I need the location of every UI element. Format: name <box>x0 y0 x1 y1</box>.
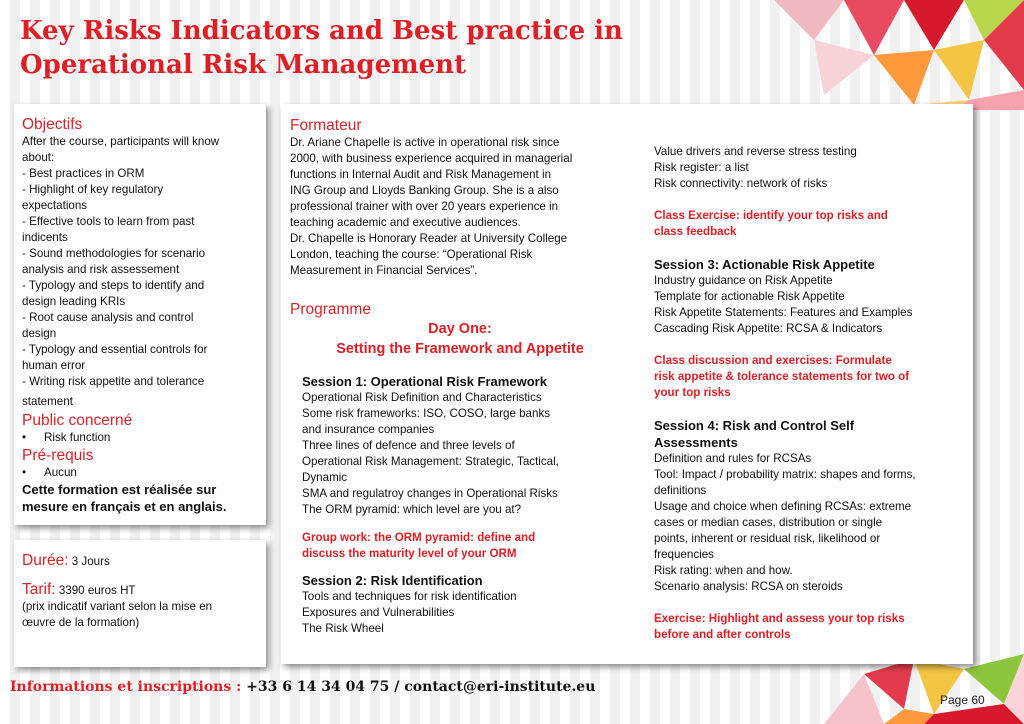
title-line-1: Key Risks Indicators and Best practice in <box>20 16 623 46</box>
session-4-exercise <box>654 611 964 643</box>
session-4-exercise-line: Exercise: Highlight and assess your top risks <box>654 612 905 625</box>
session-3-title: Session 3: Actionable Risk Appetite <box>654 257 875 272</box>
session-4-line: Usage and choice when defining RCSAs: extreme <box>654 500 912 513</box>
day-one-title <box>290 319 630 359</box>
session-3-line: Template for actionable Risk Appetite <box>654 290 845 303</box>
objectives-line: analysis and risk assessement <box>22 263 180 276</box>
session-1-line: Operational Risk Definition and Characteristics <box>302 391 542 404</box>
session-1-exercise-line: discuss the maturity level of your ORM <box>302 547 517 560</box>
language-note-line-1: Cette formation est réalisée sur <box>22 482 217 497</box>
objectives-line: indicents <box>22 231 68 244</box>
decorative-polygons-top <box>754 0 1024 110</box>
price-row <box>22 581 262 599</box>
trainer-line: teaching academic and executive audiences. <box>290 216 521 229</box>
session-2-line: Value drivers and reverse stress testing <box>654 145 857 158</box>
session-4-line: cases or median cases, distribution or single <box>654 516 883 529</box>
footer-label: Informations et inscriptions : <box>10 679 242 695</box>
session-4-title: Session 4: Risk and Control Self <box>654 418 855 433</box>
session-3-line: Industry guidance on Risk Appetite <box>654 274 833 287</box>
trainer-line: Dr. Chapelle is Honorary Reader at University College <box>290 232 568 245</box>
audience-text: Risk function <box>44 431 111 444</box>
prerequisite-item <box>22 465 262 481</box>
objectives-line: - Highlight of key regulatory <box>22 183 164 196</box>
objectives-line: - Typology and steps to identify and <box>22 279 205 292</box>
objectives-line: about: <box>22 151 55 164</box>
session-4-line: Definition and rules for RCSAs <box>654 452 812 465</box>
language-note <box>22 481 262 515</box>
trainer-line: functions in Internal Audit and Risk Management in <box>290 168 552 181</box>
title-line-2: Operational Risk Management <box>20 50 467 80</box>
objectives-line: - Sound methodologies for scenario <box>22 247 206 260</box>
trainer-line: 2000, with business experience acquired in managerial <box>290 152 573 165</box>
objectives-section <box>22 116 262 515</box>
session-2-line: Exposures and Vulnerabilities <box>302 606 455 619</box>
session-3-exercise-line: Class discussion and exercises: Formulate <box>654 354 892 367</box>
duration-value: 3 Jours <box>71 555 110 568</box>
session-2-line: Risk register: a list <box>654 161 749 174</box>
objectives-line: - Effective tools to learn from past <box>22 215 195 228</box>
day-one-subtitle: Setting the Framework and Appetite <box>336 341 584 357</box>
session-1-line: Dynamic <box>302 471 348 484</box>
objectives-line: design leading KRIs <box>22 295 126 308</box>
session-1-line: Operational Risk Management: Strategic, Tactical, <box>302 455 559 468</box>
session-3-exercise-line: your top risks <box>654 386 731 399</box>
session-2-title: Session 2: Risk Identification <box>302 573 483 588</box>
prerequisite-text: Aucun <box>44 466 77 479</box>
session-4-line: Risk rating: when and how. <box>654 564 793 577</box>
trainer-heading: Formateur <box>290 117 362 134</box>
session-1-line: and insurance companies <box>302 423 435 436</box>
objectives-line: - Best practices in ORM <box>22 167 145 180</box>
session-3-exercise-line: risk appetite & tolerance statements for two of <box>654 370 910 383</box>
duration-row <box>22 552 262 570</box>
session-4-exercise-line: before and after controls <box>654 628 791 641</box>
prerequisites-heading: Pré-requis <box>22 447 94 464</box>
bullet-icon: • <box>22 466 27 479</box>
programme-continued <box>654 144 964 643</box>
price-value: 3390 euros HT <box>58 584 136 597</box>
objectives-line: design <box>22 327 57 340</box>
price-note: œuvre de la formation) <box>22 616 140 629</box>
decorative-polygons-bottom <box>814 654 1024 724</box>
page-number: Page 60 <box>940 693 985 707</box>
session-1-line: Three lines of defence and three levels of <box>302 439 515 452</box>
objectives-line: - Root cause analysis and control <box>22 311 194 324</box>
session-1 <box>290 373 630 637</box>
session-4-line: Scenario analysis: RCSA on steroids <box>654 580 843 593</box>
price-label: Tarif: <box>22 581 56 598</box>
objectives-line: - Typology and essential controls for <box>22 343 208 356</box>
trainer-line: Dr. Ariane Chapelle is active in operational risk since <box>290 136 560 149</box>
programme-heading: Programme <box>290 301 371 318</box>
session-3-line: Cascading Risk Appetite: RCSA & Indicators <box>654 322 883 335</box>
session-1-line: The ORM pyramid: which level are you at? <box>302 503 522 516</box>
trainer-line: London, teaching the course: “Operational Risk <box>290 248 533 261</box>
trainer-line: Measurement in Financial Services”. <box>290 264 478 277</box>
objectives-line: statement <box>22 395 73 408</box>
duration-section <box>22 552 262 631</box>
footer-contact <box>10 679 595 695</box>
session-1-exercise <box>302 530 630 562</box>
session-4-title: Assessments <box>654 435 738 450</box>
session-2-line: Tools and techniques for risk identification <box>302 590 517 603</box>
bullet-icon: • <box>22 431 27 444</box>
session-1-line: Some risk frameworks: ISO, COSO, large banks <box>302 407 551 420</box>
session-4-line: points, inherent or residual risk, likelihood or <box>654 532 881 545</box>
price-note: (prix indicatif variant selon la mise en <box>22 600 213 613</box>
session-3-exercise <box>654 353 964 401</box>
audience-item <box>22 430 262 446</box>
objectives-line: - Writing risk appetite and tolerance <box>22 375 205 388</box>
session-1-line: SMA and regulatroy changes in Operational Risks <box>302 487 558 500</box>
objectives-line: After the course, participants will know <box>22 135 220 148</box>
session-2-exercise-line: class feedback <box>654 225 737 238</box>
session-4-line: definitions <box>654 484 707 497</box>
language-note-line-2: mesure en français et en anglais. <box>22 499 227 514</box>
trainer-line: professional trainer with over 20 years experience in <box>290 200 559 213</box>
session-2-line: Risk connectivity: network of risks <box>654 177 828 190</box>
session-3-line: Risk Appetite Statements: Features and Examples <box>654 306 913 319</box>
day-one-label: Day One: <box>428 321 492 337</box>
footer-contact-link[interactable]: +33 6 14 34 04 75 / contact@eri-institute.eu <box>246 679 596 695</box>
session-2-exercise <box>654 208 964 240</box>
trainer-programme-section <box>290 117 630 637</box>
session-4-line: frequencies <box>654 548 714 561</box>
page-title <box>20 14 720 82</box>
session-2-line: The Risk Wheel <box>302 622 384 635</box>
objectives-line: expectations <box>22 199 88 212</box>
duration-label: Durée: <box>22 552 69 569</box>
session-1-exercise-line: Group work: the ORM pyramid: define and <box>302 531 536 544</box>
objectives-line: human error <box>22 359 86 372</box>
objectives-heading: Objectifs <box>22 116 83 133</box>
audience-heading: Public concerné <box>22 412 133 429</box>
session-4-line: Tool: Impact / probability matrix: shapes and forms, <box>654 468 916 481</box>
session-1-title: Session 1: Operational Risk Framework <box>302 374 547 389</box>
session-2-exercise-line: Class Exercise: identify your top risks and <box>654 209 888 222</box>
trainer-line: ING Group and Lloyds Banking Group. She is a also <box>290 184 559 197</box>
